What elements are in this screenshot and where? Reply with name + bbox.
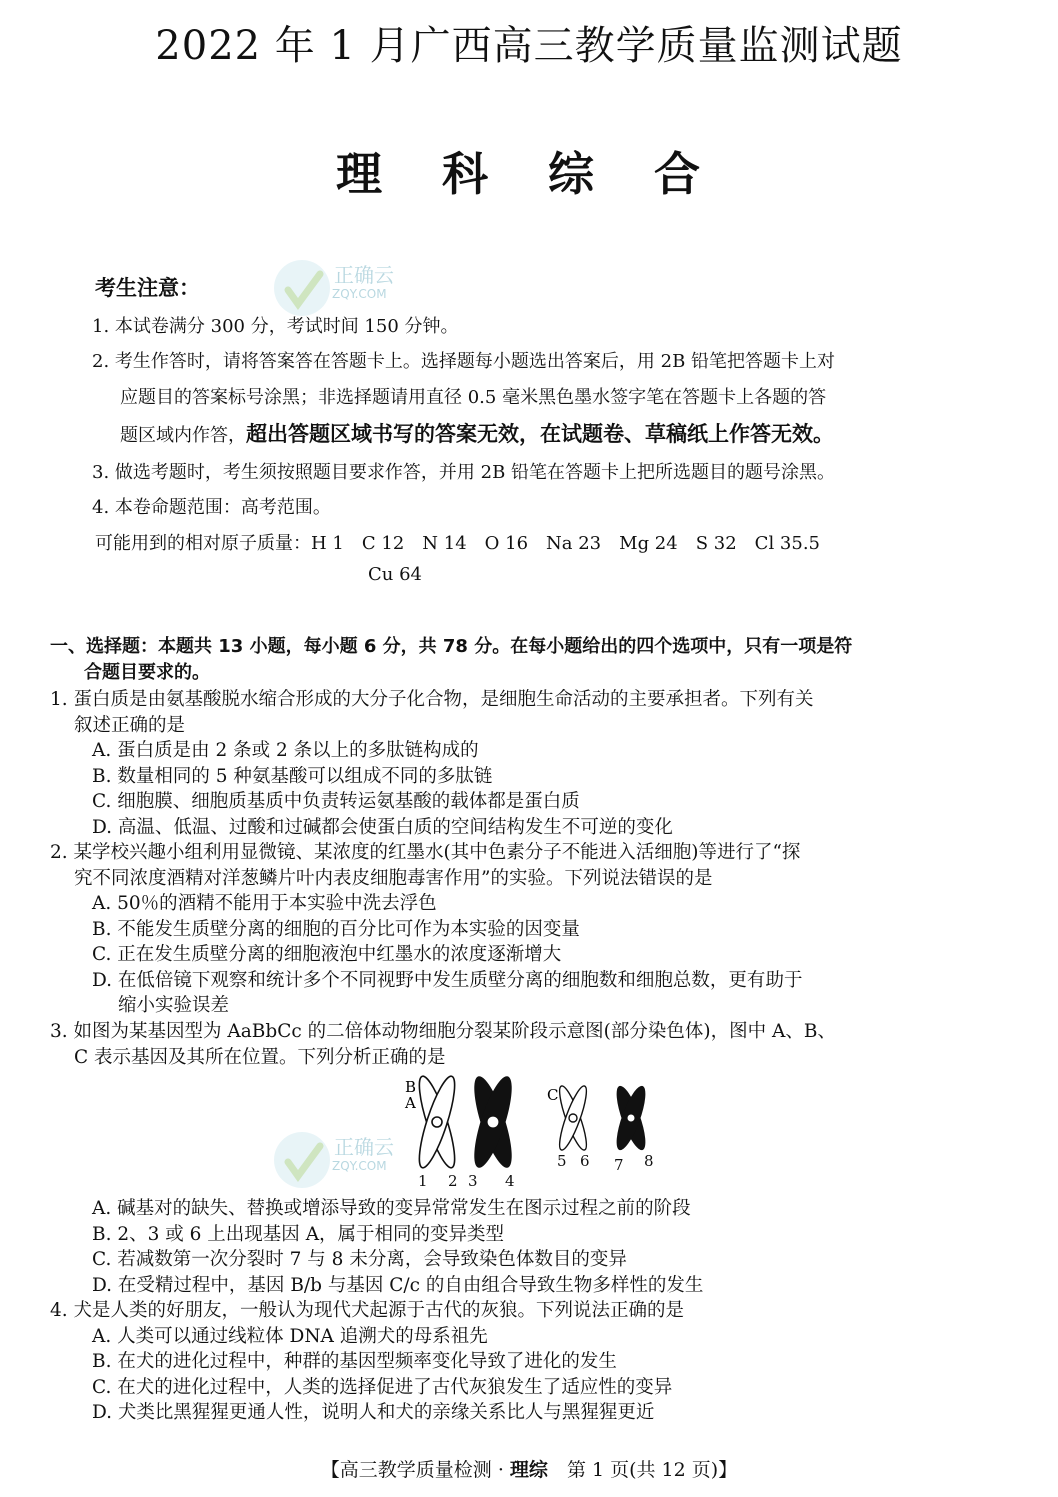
footer-page-number: 第 1 页(共 12 页): [547, 1459, 719, 1481]
q2-option-d-line-1: D. 在低倍镜下观察和统计多个不同视野中发生质壁分离的细胞数和细胞总数，更有助于: [92, 969, 803, 991]
q3-stem-line-1: 3. 如图为某基因型为 AaBbCc 的二倍体动物细胞分裂某阶段示意图(部分染色体)，图中 A、B、: [50, 1021, 836, 1042]
exam-title: 2022 年 1 月广西高三教学质量监测试题: [155, 23, 903, 69]
q4-option-d: D. 犬类比黑猩猩更通人性，说明人和犬的亲缘关系比人与黑猩猩更近: [92, 1402, 655, 1423]
section-heading-line-2: 合题目要求的。: [84, 662, 210, 683]
q4-option-b: B. 在犬的进化过程中，种群的基因型频率变化导致了进化的发生: [92, 1351, 617, 1372]
notice-item-2-line-3: [120, 418, 834, 448]
chromatid-number-1b: 1: [418, 1172, 428, 1190]
q1-option-d: D. 高温、低温、过酸和过碱都会使蛋白质的空间结构发生不可逆的变化: [92, 816, 673, 838]
q2-stem-line-1: 2. 某学校兴趣小组利用显微镜、某浓度的红墨水(其中色素分子不能进入活细胞)等进行了“探: [50, 842, 801, 863]
notice-item-3: 3. 做选考题时，考生须按照题目要求作答，并用 2B 铅笔在答题卡上把所选题目的题号涂黑。: [92, 462, 836, 483]
watermark-cn: 正确云: [334, 263, 394, 287]
gene-label-c: C: [547, 1086, 559, 1104]
chromosome-1-2: [413, 1073, 462, 1170]
q3-option-b: B. 2、3 或 6 上出现基因 A，属于相同的变异类型: [92, 1223, 505, 1245]
notice-item-4: 4. 本卷命题范围：高考范围。: [92, 497, 331, 518]
footer-subject: 理综: [509, 1459, 548, 1481]
notice-item-1: 1. 本试卷满分 300 分，考试时间 150 分钟。: [92, 316, 459, 337]
section-heading-line-1: 一、选择题：本题共 13 小题，每小题 6 分，共 78 分。在每小题给出的四个选项中，只有一项是符: [50, 636, 853, 657]
chromosome-7-8: [611, 1083, 651, 1153]
q2-option-c: C. 正在发生质壁分离的细胞液泡中红墨水的浓度逐渐增大: [92, 944, 562, 965]
watermark-en-2: ZQY.COM: [332, 1159, 387, 1173]
chromatid-number-6: 6: [580, 1152, 590, 1170]
chromatid-number-3: 3: [468, 1172, 478, 1190]
chromatid-number-4: 4: [505, 1172, 515, 1190]
section-heading: [50, 634, 1020, 686]
exam-subject: 理 科 综 合: [335, 147, 723, 201]
q1-option-c: C. 细胞膜、细胞质基质中负责转运氨基酸的载体都是蛋白质: [92, 791, 580, 812]
question-2: [50, 840, 1025, 1019]
q2-stem-line-2: 究不同浓度酒精对洋葱鳞片叶内表皮细胞毒害作用”的实验。下列说法错误的是: [74, 867, 713, 889]
atomic-mass-line-2: Cu 64: [368, 564, 422, 585]
watermark-cn-2: 正确云: [334, 1135, 394, 1159]
q3-option-a: A. 碱基对的缺失、替换或增添导致的变异常常发生在图示过程之前的阶段: [92, 1198, 691, 1219]
atomic-mass-line-1: 可能用到的相对原子质量：H 1 C 12 N 14 O 16 Na 23 Mg 24 S 32 Cl 35.5: [95, 533, 820, 554]
q1-option-a: A. 蛋白质是由 2 条或 2 条以上的多肽链构成的: [92, 740, 479, 761]
chromatid-number-5: 5: [557, 1152, 567, 1170]
q2-option-d-line-2: 缩小实验误差: [118, 995, 230, 1016]
chromatid-number-2: 2: [448, 1172, 458, 1190]
question-1: [50, 687, 1025, 840]
question-3: [50, 1019, 1025, 1070]
notice-title: 考生注意：: [95, 276, 200, 300]
page-footer: [0, 1455, 1058, 1482]
chromosome-3-4: [467, 1073, 519, 1172]
watermark-en: ZQY.COM: [332, 287, 387, 301]
q3-option-d: D. 在受精过程中，基因 B/b 与基因 C/c 的自由组合导致生物多样性的发生: [92, 1274, 704, 1296]
notice-item-2-line-1: 2. 考生作答时，请将答案答在答题卡上。选择题每小题选出答案后，用 2B 铅笔把答题卡上对: [92, 351, 836, 372]
notice-item-2-text: 题区域内作答，: [120, 425, 246, 446]
q1-stem-line-1: 1. 蛋白质是由氨基酸脱水缩合形成的大分子化合物，是细胞生命活动的主要承担者。下列有关: [50, 689, 814, 710]
q4-option-a: A. 人类可以通过线粒体 DNA 追溯犬的母系祖先: [92, 1325, 488, 1347]
question-4: [50, 1298, 1025, 1426]
q2-option-b: B. 不能发生质壁分离的细胞的百分比可作为本实验的因变量: [92, 918, 580, 940]
footer-bracket-open: 【: [320, 1459, 340, 1481]
chromosome-5-6: [555, 1084, 591, 1153]
gene-label-b: B: [405, 1078, 417, 1096]
q2-option-a: A. 50％的酒精不能用于本实验中洗去浮色: [92, 893, 437, 914]
q4-option-c: C. 在犬的进化过程中，人类的选择促进了古代灰狼发生了适应性的变异: [92, 1376, 673, 1398]
chromatid-number-7: 7: [614, 1156, 624, 1174]
q1-stem-line-2: 叙述正确的是: [74, 714, 186, 736]
q3-stem-line-2: C 表示基因及其所在位置。下列分析正确的是: [74, 1046, 446, 1068]
chromosome-diagram: [395, 1072, 675, 1172]
chromatid-number-8: 8: [644, 1152, 654, 1170]
notice-item-2-line-2: 应题目的答案标号涂黑；非选择题请用直径 0.5 毫米黑色墨水签字笔在答题卡上各题的答: [120, 387, 827, 408]
footer-exam-name: 高三教学质量检测 ·: [339, 1459, 510, 1481]
notice-emphasis: 超出答题区域书写的答案无效，在试题卷、草稿纸上作答无效。: [246, 422, 834, 446]
q3-option-c: C. 若减数第一次分裂时 7 与 8 未分离，会导致染色体数目的变异: [92, 1249, 627, 1270]
q4-stem-line-1: 4. 犬是人类的好朋友，一般认为现代犬起源于古代的灰狼。下列说法正确的是: [50, 1300, 685, 1321]
footer-bracket-close: 】: [718, 1459, 738, 1481]
question-3-options: [50, 1196, 1025, 1298]
gene-label-a: A: [405, 1094, 416, 1112]
q1-option-b: B. 数量相同的 5 种氨基酸可以组成不同的多肽链: [92, 765, 493, 787]
